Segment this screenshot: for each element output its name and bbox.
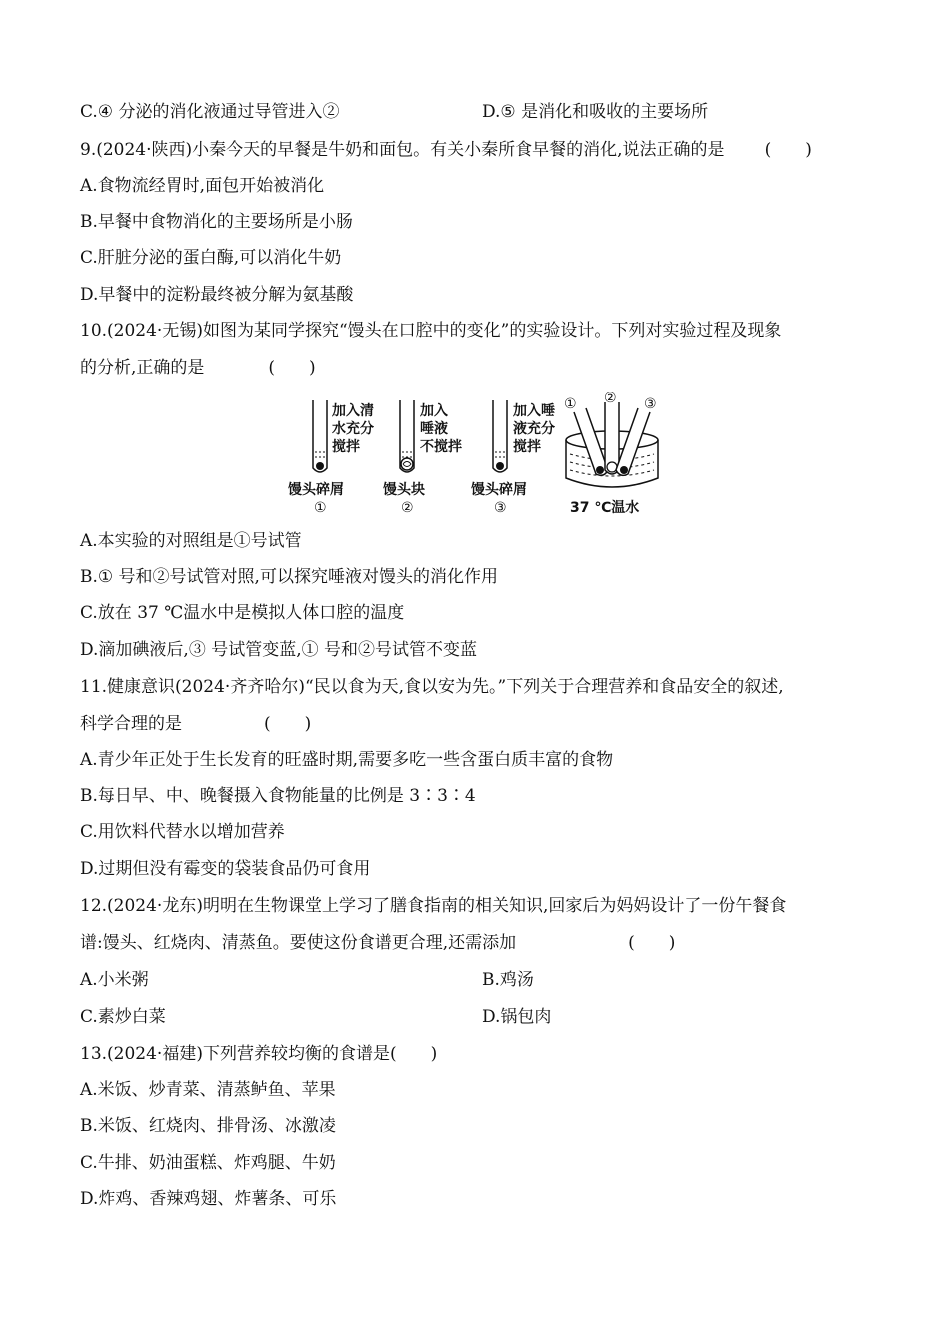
q12-answer-paren: ( ) (628, 933, 676, 953)
q11-option-d: D.过期但没有霉变的袋装食品仍可食用 (80, 859, 371, 879)
q11-option-c: C.用饮料代替水以增加营养 (80, 822, 285, 842)
tube2-label: 馒头块 (383, 482, 425, 498)
q12-option-a: A.小米粥 (80, 970, 149, 990)
bath-tube-2 (605, 402, 619, 474)
q12-stem-line2-text: 谱:馒头、红烧肉、清蒸鱼。要使这份食谱更合理,还需添加 (80, 933, 517, 953)
bath-number-2: ② (604, 392, 617, 406)
tube2-text-2: 唾液 (420, 421, 448, 437)
q10-option-c: C.放在 37 ℃温水中是模拟人体口腔的温度 (80, 603, 405, 623)
tube2-text-3: 不搅拌 (420, 439, 462, 455)
q13-option-c: C.牛排、奶油蛋糕、炸鸡腿、牛奶 (80, 1153, 336, 1173)
test-tube-2 (400, 400, 414, 472)
q10-option-d: D.滴加碘液后,③ 号试管变蓝,① 号和②号试管不变蓝 (80, 640, 478, 660)
q9-option-d: D.早餐中的淀粉最终被分解为氨基酸 (80, 285, 354, 305)
q11-option-a: A.青少年正处于生长发育的旺盛时期,需要多吃一些含蛋白质丰富的食物 (80, 750, 614, 770)
q12-stem-line2 (80, 932, 675, 954)
q12-option-b: B.鸡汤 (482, 970, 534, 990)
q9-stem-text: 9.(2024·陕西)小秦今天的早餐是牛奶和面包。有关小秦所食早餐的消化,说法正确的是 (80, 140, 725, 160)
q11-stem-line1: 11.健康意识(2024·齐齐哈尔)“民以食为天,食以安为先。”下列关于合理营养和食品安全的叙述, (80, 677, 784, 697)
q10-option-a: A.本实验的对照组是①号试管 (80, 531, 302, 551)
q10-stem-line1: 10.(2024·无锡)如图为某同学探究“馒头在口腔中的变化”的实验设计。下列对实验过程及现象 (80, 321, 782, 341)
tube1-text-1: 加入清 (332, 403, 374, 419)
q10-stem-line2 (80, 357, 316, 379)
q9-option-c: C.肝脏分泌的蛋白酶,可以消化牛奶 (80, 248, 342, 268)
q9-option-a: A.食物流经胃时,面包开始被消化 (80, 176, 325, 196)
q10-answer-paren: ( ) (268, 358, 316, 378)
tube2-number: ② (401, 500, 414, 516)
q12-option-d: D.锅包肉 (482, 1007, 552, 1027)
q12-option-c: C.素炒白菜 (80, 1007, 166, 1027)
q13-option-d: D.炸鸡、香辣鸡翅、炸薯条、可乐 (80, 1189, 337, 1209)
q12-stem-line1: 12.(2024·龙东)明明在生物课堂上学习了膳食指南的相关知识,回家后为妈妈设计了一份午餐食 (80, 896, 787, 916)
bath-label: 37 ℃温水 (570, 500, 640, 516)
q11-stem-line2-text: 科学合理的是 (80, 714, 182, 734)
bath-number-1: ① (564, 396, 577, 412)
q11-answer-paren: ( ) (264, 714, 312, 734)
tube3-text-2: 液充分 (513, 421, 555, 437)
bath-tube-1 (574, 408, 608, 475)
tube1-number: ① (314, 500, 327, 516)
bath-tube-3 (616, 408, 650, 475)
option-d-prev: D.⑤ 是消化和吸收的主要场所 (482, 102, 709, 122)
tube3-text-3: 搅拌 (513, 439, 541, 455)
q10-option-b: B.① 号和②号试管对照,可以探究唾液对馒头的消化作用 (80, 567, 498, 587)
tube1-text-2: 水充分 (332, 421, 374, 437)
tube1-text-3: 搅拌 (332, 439, 360, 455)
option-c-prev: C.④ 分泌的消化液通过导管进入② (80, 102, 340, 122)
q10-stem-line2-text: 的分析,正确的是 (80, 358, 205, 378)
tube3-text-1: 加入唾 (513, 403, 555, 419)
test-tube-1 (313, 400, 327, 472)
test-tube-3 (493, 400, 507, 472)
q11-option-b: B.每日早、中、晚餐摄入食物能量的比例是 3∶3∶4 (80, 786, 476, 806)
bath-number-3: ③ (644, 396, 657, 412)
q11-stem-line2 (80, 713, 311, 735)
tube3-label: 馒头碎屑 (471, 482, 527, 498)
tube3-number: ③ (494, 500, 507, 516)
q9-answer-paren: ( ) (764, 140, 812, 160)
q13-option-a: A.米饭、炒青菜、清蒸鲈鱼、苹果 (80, 1080, 336, 1100)
tube2-text-1: 加入 (420, 403, 448, 419)
q13-option-b: B.米饭、红烧肉、排骨汤、冰激凌 (80, 1116, 336, 1136)
experiment-figure (280, 392, 680, 520)
q9-stem (80, 139, 812, 161)
q13-stem: 13.(2024·福建)下列营养较均衡的食谱是( ) (80, 1044, 438, 1064)
tube1-label: 馒头碎屑 (288, 482, 344, 498)
q9-option-b: B.早餐中食物消化的主要场所是小肠 (80, 212, 353, 232)
